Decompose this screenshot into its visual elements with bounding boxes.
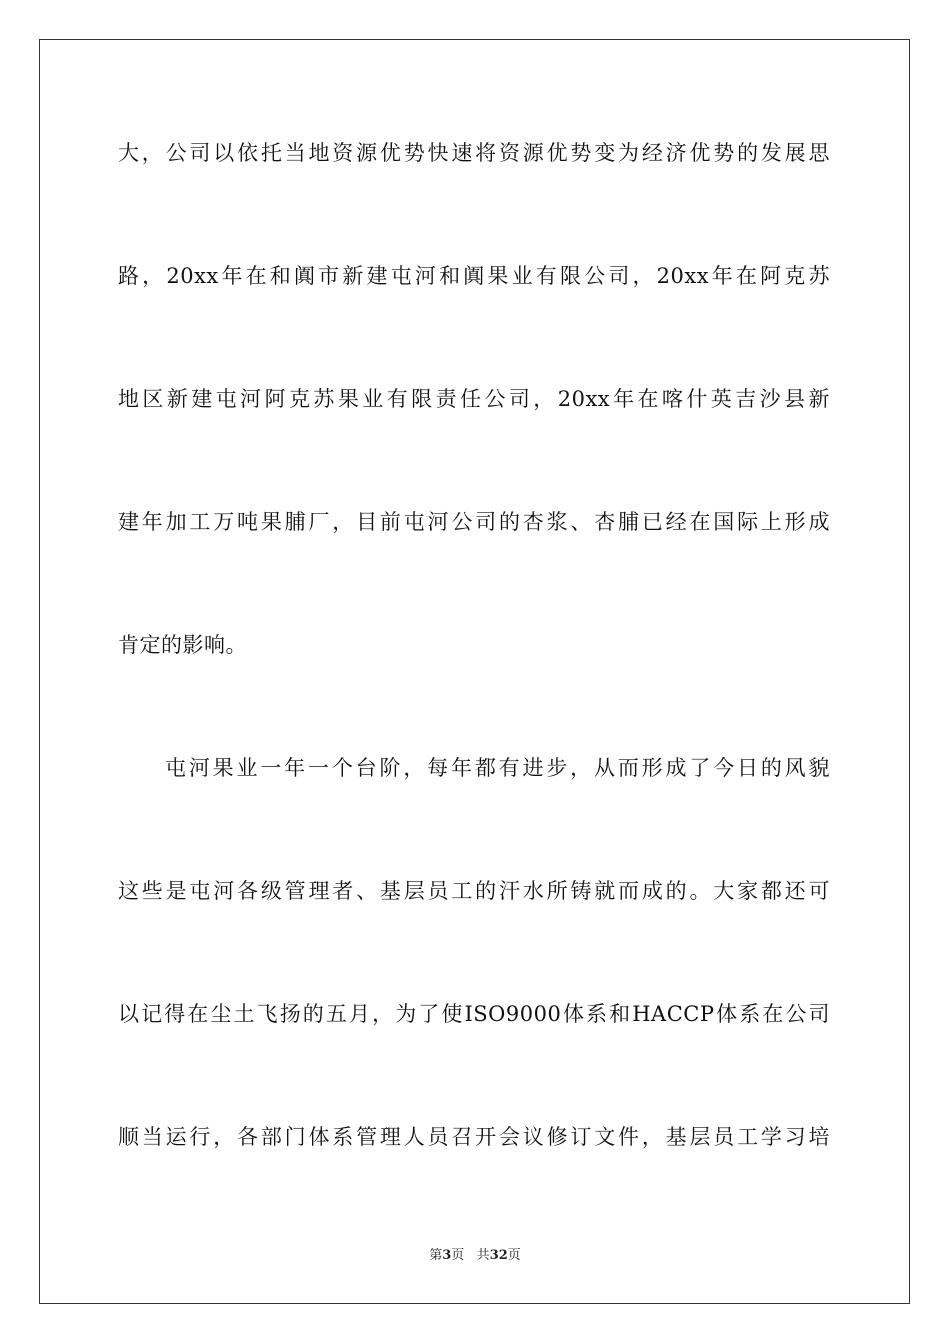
text-line: 以记得在尘土飞扬的五月，为了使ISO9000体系和HACCP体系在公司 [118,1002,830,1026]
text-line: 这些是屯河各级管理者、基层员工的汗水所铸就而成的。大家都还可 [118,879,830,903]
text-line: 地区新建屯河阿克苏果业有限责任公司，20xx年在喀什英吉沙县新 [118,387,830,411]
page-footer [0,1247,950,1265]
page-border [39,39,910,1304]
current-page-number: 3 [442,1248,452,1263]
text-line: 建年加工万吨果脯厂，目前屯河公司的杏浆、杏脯已经在国际上形成 [118,510,830,534]
footer-total-prefix: 共 [476,1248,490,1263]
footer-page-suffix: 页 [451,1248,465,1263]
footer-total-suffix: 页 [507,1248,521,1263]
footer-prefix: 第 [429,1248,443,1263]
total-pages-number: 32 [489,1248,508,1263]
text-line: 顺当运行，各部门体系管理人员召开会议修订文件，基层员工学习培 [118,1125,830,1149]
text-line: 肯定的影响。 [118,633,247,657]
text-line: 屯河果业一年一个台阶，每年都有进步，从而形成了今日的风貌 [165,756,830,780]
text-line: 大，公司以依托当地资源优势快速将资源优势变为经济优势的发展思 [118,141,830,165]
text-line: 路，20xx年在和阗市新建屯河和阗果业有限公司，20xx年在阿克苏 [118,264,830,288]
